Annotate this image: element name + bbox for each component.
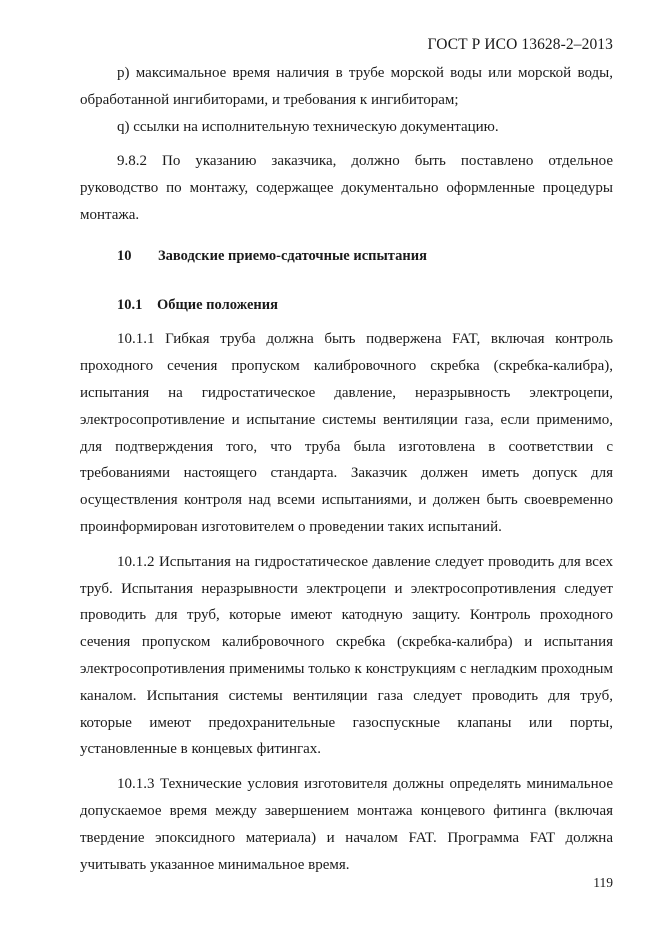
spacer: [80, 763, 613, 771]
page-number: 119: [593, 875, 613, 890]
list-item-p: p) максимальное время наличия в трубе морской воды или морской воды, обработанной ингибиторами, и требования к ингибиторам;: [80, 65, 613, 108]
subsection-heading-10-1: [80, 292, 613, 319]
spacer: [80, 270, 613, 292]
paragraph-10-1-3: 10.1.3 Технические условия изготовителя должны определять минимальное допускаемое время между завершением монтажа концевого фитинга (включая твердение эпоксидного материала) и началом FAT. Программа FAT должна учитывать указанное минимальное время.: [80, 776, 613, 873]
section-title: Заводские приемо-сдаточные испытания: [158, 247, 427, 264]
spacer: [80, 229, 613, 243]
spacer: [80, 541, 613, 549]
running-header: ГОСТ Р ИСО 13628-2–2013: [427, 36, 613, 53]
spacer: [80, 140, 613, 148]
list-item-q: q) ссылки на исполнительную техническую документацию.: [117, 118, 499, 135]
body-text: [80, 60, 613, 878]
section-heading-10: [80, 243, 613, 270]
paragraph-9-8-2: 9.8.2 По указанию заказчика, должно быть поставлено отдельное руководство по монтажу, содержащее документально оформленные процедуры монтажа.: [80, 153, 613, 223]
section-number: 10: [117, 247, 132, 264]
paragraph-10-1-1: 10.1.1 Гибкая труба должна быть подвержена FAT, включая контроль проходного сечения пропуском калибровочного скребка (скребка-калибра), испытания на гидростатическое давление, неразрывность электроцепи, электросопротивление и испытание системы вентиляции газа, если применимо, для подтверждения того, что труба была изготовлена в соответствии с требованиями настоящего стандарта. Заказчик должен иметь допуск для осуществления контроля над всеми испытаниями, и должен быть своевременно проинформирован изготовителем о проведении таких испытаний.: [80, 331, 613, 535]
subsection-number: 10.1: [117, 296, 143, 313]
spacer: [80, 318, 613, 326]
subsection-title: Общие положения: [157, 296, 278, 313]
paragraph-10-1-2: 10.1.2 Испытания на гидростатическое давление следует проводить для всех труб. Испытания неразрывности электроцепи и электросопротивления следует проводить для труб, которые имеют катодную защиту. Контроль проходного сечения пропуском калибровочного скребка (скребка-калибра) и испытания электросопротивления применимы только к конструкциям с негладким проходным каналом. Испытания системы вентиляции газа следует проводить для труб, которые имеют предохранительные газоспускные клапаны или порты, установленные в концевых фитингах.: [80, 553, 613, 758]
